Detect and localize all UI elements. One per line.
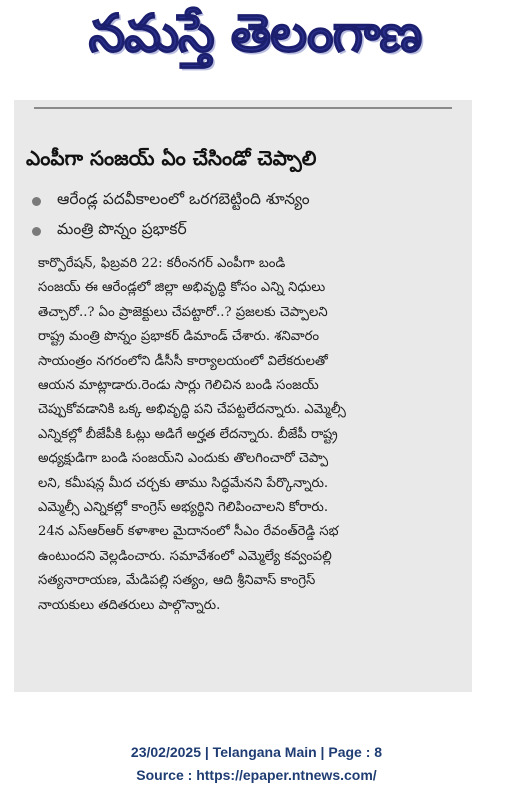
body-line: రాష్ట్ర మంత్రి పొన్నం ప్రభాకర్ డిమాండ్ చేశారు. శనివారం (38, 329, 320, 345)
masthead (0, 0, 513, 100)
article-bullets (32, 186, 462, 246)
body-line: ఉంటుందని వెల్లడించారు. సమావేశంలో ఎమ్మెల్యే కవ్వంపల్లి (38, 548, 332, 564)
body-line: ఆయన మాట్లాడారు.రెండు సార్లు గెలిచిన బండి సంజయ్ (38, 378, 319, 394)
article-clipping (14, 100, 472, 692)
article-body (38, 252, 464, 618)
body-line: లని, కమీషన్ల మీద చర్చకు తాము సిద్ధమేనని పేర్కొన్నారు. (38, 475, 329, 491)
top-rule-divider (34, 107, 452, 109)
body-line: నాయకులు తదితరులు పాల్గొన్నారు. (38, 597, 221, 613)
bullet-dot-icon (32, 227, 41, 236)
body-line: ఎమ్మెల్సీ ఎన్నికల్లో కాంగ్రెస్ అభ్యర్థిని గెలిపించాలని కోరారు. (38, 500, 329, 516)
body-line: 24న ఎస్ఆర్ఆర్ కళాశాల మైదానంలో సీఎం రేవంత్‌రెడ్డి సభ (38, 524, 339, 540)
bullet-item (32, 186, 462, 216)
body-line: తెచ్చారో..? ఏం ప్రాజెక్టులు చేపట్టారో..? ప్రజలకు చెప్పాలని (38, 304, 328, 320)
bullet-text: ఆరేండ్ల పదవీకాలంలో ఒరగబెట్టింది శూన్యం (57, 190, 310, 208)
body-line: సత్యనారాయణ, మేడిపల్లి సత్యం, ఆది శ్రీనివాస్ కాంగ్రెస్ (38, 573, 316, 589)
body-line: చెప్పుకోవడానికి ఒక్క అభివృద్ధి పని చేపట్టలేదన్నారు. ఎమ్మెల్సీ (38, 402, 346, 418)
body-line: ఎన్నికల్లో బీజేపీకి ఓట్లు అడిగే అర్హత లేదన్నారు. బీజేపీ రాష్ట్ర (38, 426, 338, 442)
body-line: సాయంత్రం నగరంలోని డీసీసీ కార్యాలయంలో విలేకరులతో (38, 353, 328, 369)
bullet-text: మంత్రి పొన్నం ప్రభాకర్ (57, 220, 187, 238)
bullet-dot-icon (32, 197, 41, 206)
body-line: సంజయ్ ఈ ఆరేండ్లలో జిల్లా అభివృద్ధి కోసం ఎన్ని నిధులు (38, 280, 326, 296)
source-link[interactable]: Source : https://epaper.ntnews.com/ (136, 767, 377, 783)
bullet-item (32, 216, 462, 246)
newspaper-logo: నమస్తే తెలంగాణ (88, 3, 422, 64)
body-line: కార్పొరేషన్, ఫిబ్రవరి 22: కరీంనగర్ ఎంపీగా బండి (38, 256, 286, 271)
edition-info: 23/02/2025 | Telangana Main | Page : 8 (130, 744, 383, 760)
body-line: అధ్యక్షుడిగా బండి సంజయ్‌ని ఎందుకు తొలగించారో చెప్పా (38, 451, 329, 467)
article-headline: ఎంపీగా సంజయ్ ఏం చేసిండో చెప్పాలి (26, 146, 317, 170)
